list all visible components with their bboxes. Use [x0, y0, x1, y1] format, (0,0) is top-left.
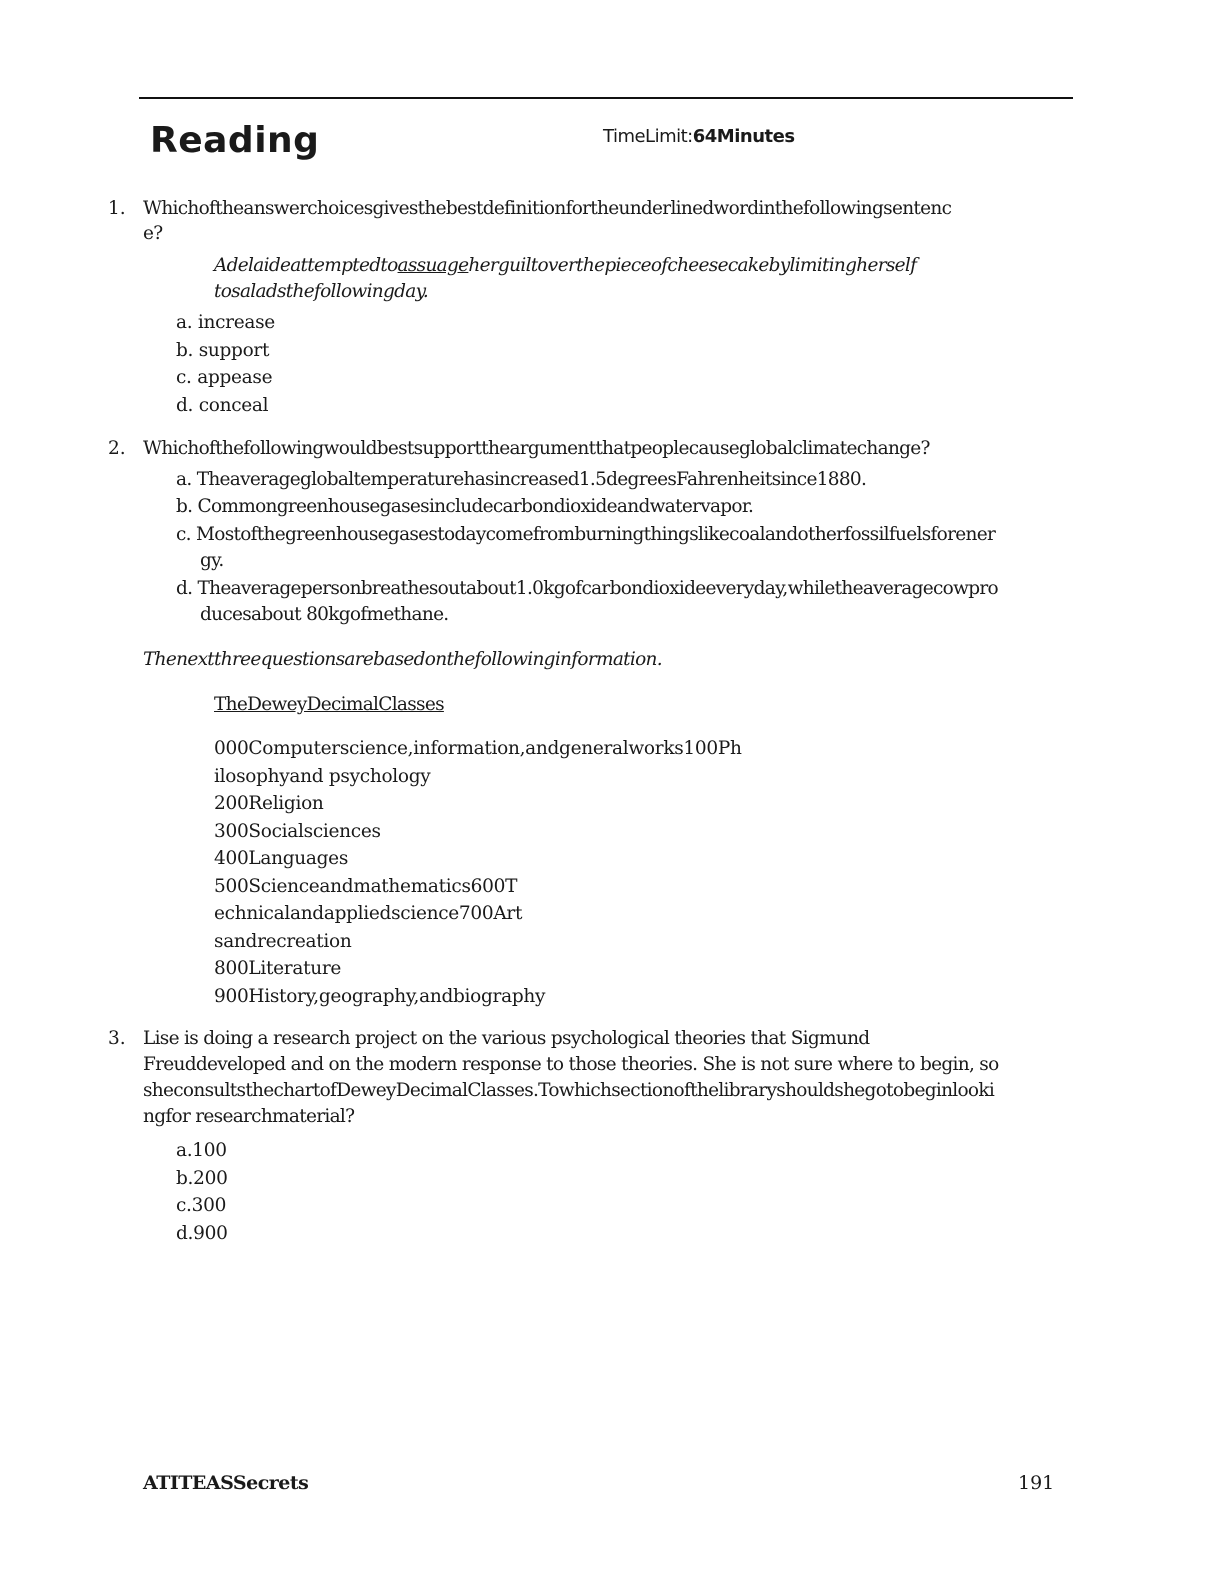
time-limit: [603, 126, 795, 147]
time-limit-label: TimeLimit:: [603, 126, 693, 147]
question-1-text-line2: e?: [143, 223, 163, 244]
dewey-line: sandrecreation: [214, 930, 352, 952]
footer-book-title: ATITEASSecrets: [143, 1472, 309, 1494]
option-b: b. support: [176, 339, 270, 361]
question-1-example-line2: tosaladsthefollowingday.: [214, 281, 429, 302]
question-3-number: 3.: [108, 1028, 126, 1049]
time-limit-value: 64Minutes: [692, 126, 795, 147]
question-3-line: Freuddeveloped and on the modern response to those theories. She is not sure where to begin, so: [143, 1054, 999, 1075]
dewey-line: 200Religion: [214, 793, 324, 814]
dewey-heading: TheDeweyDecimalClasses: [214, 694, 444, 715]
dewey-line: 400Languages: [214, 848, 349, 869]
question-2-option-b: b. Commongreenhousegasesincludecarbondioxideandwatervapor.: [176, 496, 754, 517]
dewey-line: 300Socialsciences: [214, 820, 381, 842]
question-1-text-line1: Whichoftheanswerchoicesgivesthebestdefinitionfortheunderlinedwordinthefollowingsentenc: [143, 198, 952, 219]
dewey-line: echnicalandappliedscience700Art: [214, 903, 523, 924]
question-2-option-c-line1: c. Mostofthegreenhousegasestodaycomefromburningthingslikecoalandotherfossilfuelsforener: [176, 524, 996, 545]
dewey-list: [214, 735, 742, 1010]
page-title: Reading: [150, 120, 320, 161]
header-rule: [139, 97, 1073, 99]
question-2-option-d-line1: d. Theaveragepersonbreathesoutabout1.0kgofcarbondioxideeveryday,whiletheaveragecowpro: [176, 578, 998, 599]
dewey-line: 000Computerscience,information,andgeneralworks100Ph: [214, 738, 742, 759]
page-number: 191: [1018, 1472, 1055, 1494]
question-1-number: 1.: [108, 198, 126, 219]
option-d: d.900: [176, 1222, 228, 1244]
question-2-option-c-line2: gy.: [200, 550, 224, 571]
underlined-word: assuage: [397, 255, 469, 276]
example-pre: Adelaideattemptedto: [214, 255, 398, 276]
dewey-line: ilosophyand psychology: [214, 765, 431, 787]
dewey-line: 900History,geography,andbiography: [214, 985, 546, 1007]
option-c: c. appease: [176, 367, 273, 388]
dewey-line: 800Literature: [214, 958, 342, 979]
option-c: c.300: [176, 1195, 227, 1216]
question-3-options: [176, 1137, 228, 1247]
question-2-option-a: a. Theaverageglobaltemperaturehasincreased1.5degreesFahrenheitsince1880.: [176, 469, 867, 490]
option-a: a.100: [176, 1140, 227, 1161]
option-d: d. conceal: [176, 394, 269, 416]
question-2-text: Whichofthefollowingwouldbestsupporttheargumentthatpeoplecauseglobalclimatechange?: [143, 438, 930, 459]
question-3-line: ngfor researchmaterial?: [143, 1106, 355, 1127]
dewey-line: 500Scienceandmathematics600T: [214, 875, 518, 897]
question-3-line: sheconsultsthechartofDeweyDecimalClasses.Towhichsectionofthelibraryshouldshegotobeginlooki: [143, 1080, 995, 1101]
passage-intro: Thenextthreequestionsarebasedonthefollowinginformation.: [143, 649, 662, 670]
option-b: b.200: [176, 1167, 228, 1189]
example-post: herguiltoverthepieceofcheesecakebylimitingherself: [468, 255, 917, 276]
question-2-number: 2.: [108, 438, 126, 459]
question-1-example-sentence: [214, 253, 916, 279]
option-a: a. increase: [176, 312, 275, 333]
question-2-option-d-line2: ducesabout 80kgofmethane.: [200, 604, 449, 625]
question-1-options: [176, 309, 275, 419]
question-3-line: Lise is doing a research project on the various psychological theories that Sigmund: [143, 1028, 870, 1049]
